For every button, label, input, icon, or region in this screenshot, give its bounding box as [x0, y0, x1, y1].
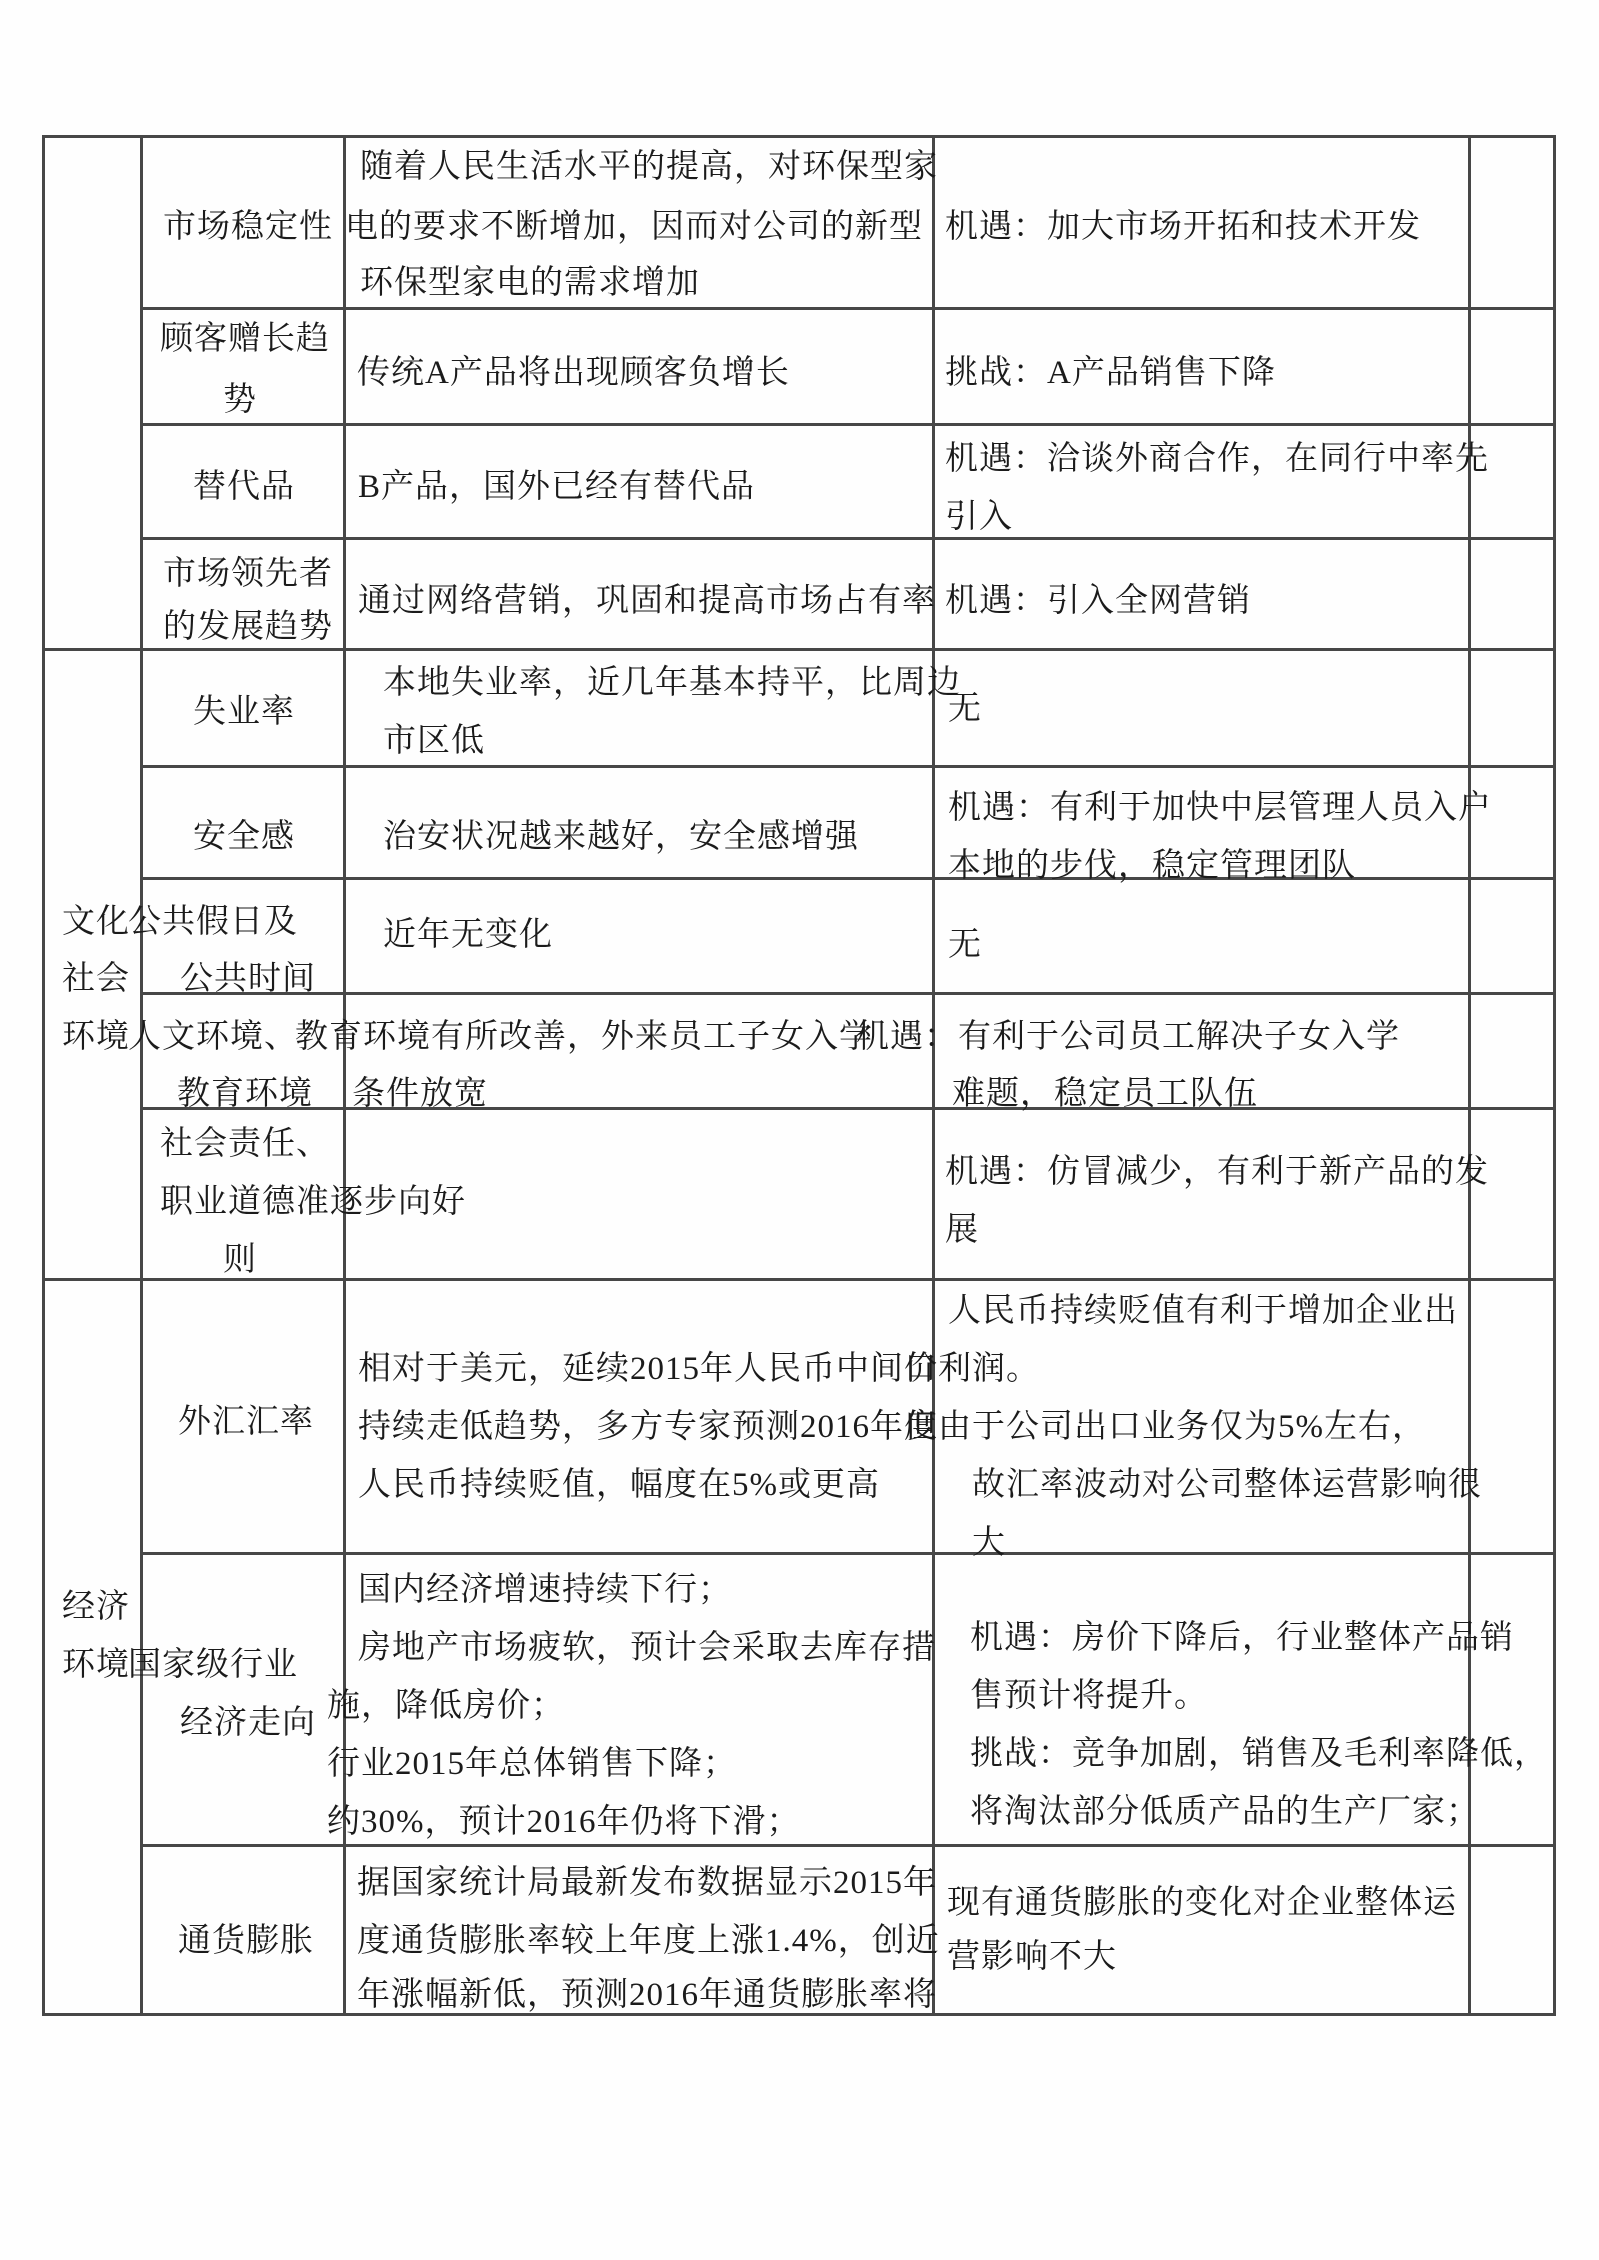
row-label: 市场稳定性 [163, 209, 333, 245]
description-line: 相对于美元，延续2015年人民币中间价 [358, 1351, 938, 1387]
assessment-line: 难题，稳定员工队伍 [952, 1076, 1258, 1112]
table-row-line [140, 307, 1556, 310]
description-line: 通过网络营销，巩固和提高市场占有率 [358, 583, 936, 619]
description-line: 教育环境有所改善，外来员工子女入学 [295, 1019, 873, 1055]
category-label: 环境 [62, 1019, 130, 1055]
description-line: 度通货膨胀率较上年度上涨1.4%，创近 [357, 1923, 940, 1959]
assessment-line: 故汇率波动对公司整体运营影响很 [972, 1467, 1482, 1503]
description-line: 电的要求不断增加，因而对公司的新型 [345, 209, 923, 245]
row-label: 公共时间 [180, 961, 316, 997]
description-line: 约30%，预计2016年仍将下滑； [327, 1804, 801, 1840]
assessment-line: 大 [972, 1525, 1006, 1561]
assessment-line: 现有通货膨胀的变化对企业整体运 [947, 1885, 1457, 1921]
description-line: 本地失业率，近几年基本持平，比周边 [383, 665, 961, 701]
assessment-line: 机遇：有利于加快中层管理人员入户 [948, 790, 1492, 826]
table-border-top [42, 135, 1556, 138]
description-line: 逐步向好 [330, 1184, 466, 1220]
row-label: 人文环境、 [128, 1019, 298, 1055]
description-line: 随着人民生活水平的提高，对环保型家 [360, 149, 938, 185]
table-row-line [140, 765, 1556, 768]
assessment-line: 人民币持续贬值有利于增加企业出 [948, 1293, 1458, 1329]
description-line: 持续走低趋势，多方专家预测2016年度 [358, 1409, 938, 1445]
table-border-col4 [1468, 135, 1471, 2016]
description-line: 房地产市场疲软，预计会采取去库存措 [358, 1630, 936, 1666]
description-line: 人民币持续贬值，幅度在5%或更高 [358, 1467, 880, 1503]
table-row-line [140, 992, 1556, 995]
description-line: 据国家统计局最新发布数据显示2015年 [357, 1865, 937, 1901]
assessment-line: 无 [948, 927, 982, 963]
assessment-line: 挑战：竞争加剧，销售及毛利率降低， [970, 1736, 1548, 1772]
table-border-col1 [140, 135, 143, 2016]
description-line: 治安状况越来越好，安全感增强 [383, 819, 859, 855]
assessment-line: 口利润。 [904, 1351, 1040, 1387]
description-line: 行业2015年总体销售下降； [327, 1746, 737, 1782]
table-border-right [1553, 135, 1556, 2016]
assessment-line: 机遇：洽谈外商合作，在同行中率先 [945, 441, 1489, 477]
description-line: 施，降低房价； [327, 1688, 565, 1724]
table-row-line [140, 423, 1556, 426]
row-label: 安全感 [193, 819, 295, 855]
table-section-line [42, 648, 1556, 651]
assessment-line: 售预计将提升。 [970, 1678, 1208, 1714]
category-label: 经济 [62, 1589, 130, 1625]
assessment-line: 展 [945, 1212, 979, 1248]
row-label: 失业率 [193, 694, 295, 730]
table-border-col2 [343, 135, 346, 2016]
description-line: 传统A产品将出现顾客负增长 [357, 355, 790, 391]
table-section-line [42, 1278, 1556, 1281]
description-line: 年涨幅新低，预测2016年通货膨胀率将 [357, 1977, 937, 2013]
row-label: 外汇汇率 [178, 1404, 314, 1440]
description-line: 近年无变化 [383, 917, 553, 953]
assessment-line: 营影响不大 [947, 1939, 1117, 1975]
category-label: 环境 [62, 1647, 130, 1683]
table-border-col3 [932, 135, 935, 2016]
row-label: 经济走向 [180, 1705, 316, 1741]
assessment-line: 但由于公司出口业务仅为5%左右， [904, 1409, 1426, 1445]
assessment-line: 机遇：仿冒减少，有利于新产品的发 [945, 1154, 1489, 1190]
row-label: 市场领先者 [163, 556, 333, 592]
row-label: 顾客赠长趋 [160, 321, 330, 357]
row-label: 则 [223, 1242, 257, 1278]
table-row-line [140, 1844, 1556, 1847]
description-line: B产品，国外已经有替代品 [358, 469, 756, 505]
table-border-left [42, 135, 45, 2016]
table-row-line [140, 537, 1556, 540]
assessment-line: 机遇：有利于公司员工解决子女入学 [856, 1019, 1400, 1055]
row-label: 替代品 [193, 469, 295, 505]
assessment-line: 挑战：A产品销售下降 [945, 355, 1276, 391]
table-row-line [140, 1552, 1556, 1555]
row-label: 势 [223, 382, 257, 418]
description-line: 条件放宽 [352, 1076, 488, 1112]
assessment-line: 引入 [945, 499, 1013, 535]
description-line: 环保型家电的需求增加 [360, 265, 700, 301]
description-line: 国内经济增速持续下行； [358, 1572, 732, 1608]
row-label: 社会责任、 [160, 1126, 330, 1162]
row-label: 职业道德准 [160, 1184, 330, 1220]
assessment-line: 本地的步伐，稳定管理团队 [948, 848, 1356, 884]
description-line: 市区低 [383, 723, 485, 759]
category-label: 社会 [62, 961, 130, 997]
assessment-line: 机遇：加大市场开拓和技术开发 [945, 209, 1421, 245]
assessment-line: 将淘汰部分低质产品的生产厂家； [970, 1794, 1480, 1830]
row-label: 公共假日及 [128, 904, 298, 940]
assessment-line: 机遇：房价下降后，行业整体产品销 [970, 1620, 1514, 1656]
table-border-bottom [42, 2013, 1556, 2016]
row-label: 通货膨胀 [178, 1923, 314, 1959]
category-label: 文化 [62, 904, 130, 940]
assessment-line: 无 [948, 691, 982, 727]
row-label: 教育环境 [177, 1076, 313, 1112]
assessment-line: 机遇：引入全网营销 [945, 583, 1251, 619]
row-label: 国家级行业 [128, 1647, 298, 1683]
row-label: 的发展趋势 [163, 609, 333, 645]
